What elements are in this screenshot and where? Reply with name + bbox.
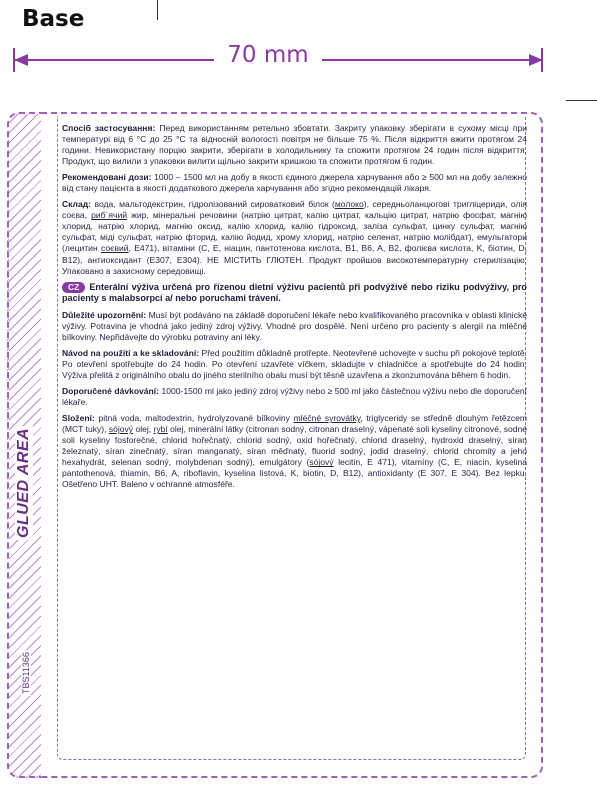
- cz-composition: Složení: pitná voda, maltodextrin, hydrolyzované bílkoviny mléčné syrovátky, triglyceridy se středně dlouhým řetězcem (MCT tuky), sójový olej, rybí olej, minerální látky (citronan sodný, citronan draselný, vápenaté soli kyseliny citronové, sodné soli kyseliny fosforečné, chlorid hořečnatý, chlorid sodný, oxid hořečnatý, chlorid draselný, hydroxid draselný, síran železnatý, síran zinečnatý, síran manganatý, síran měďnatý, fluorid sodný, jodid draselný, chlorid chromitý a jeho hexahydrát, selenan sodný, molybdenan sodný), emulgátory (sójový lecitin, E 471), vitamíny (C, E, niacin, kyselina pantothenová, thiamin, B6, A, riboflavin, kyselina listová, K, biotin, D, B12), antioxidanty (E 307, E 304). Bez lepku. Ošetřeno UHT. Baleno v ochranné atmosféře.: [62, 413, 528, 490]
- base-label: Base: [22, 6, 85, 32]
- dimension-line-left: [14, 59, 214, 61]
- crop-mark-right: [566, 100, 597, 101]
- ua-dose: Рекомендовані дози: 1000 – 1500 мл на добу в якості єдиного джерела харчування або ≥ 500 мл на добу залежно від стану пацієнта в якості додаткового джерела харчування або згідно рекомендацій лікаря.: [62, 172, 527, 194]
- ua-usage: Спосіб застосування: Перед використанням ретельно збовтати. Закриту упаковку зберігати в сухому місці при температурі від 6 °C до 25 °C та відносній вологості повітря не більше 75 %. Після відкриття вжити протягом 24 години. Невикористану порцію закрити, зберігати в холодильнику та спожити протягом 24 годин після відкриття. Продукт, що вилили з упаковки вилити щільно закрити кришкою та спожити протягом 6 годин.: [62, 123, 528, 167]
- dimension-line-right: [322, 59, 543, 61]
- crop-mark-top: [157, 0, 158, 20]
- dimension-tick-right: [541, 48, 543, 72]
- cz-badge: CZ: [62, 282, 85, 293]
- cz-heading: CZ Enterální výživa určená pro řízenou dietní výživu pacientů při podvýživě nebo riziku podvýživy, pro pacienty s malabsorpcí a/ nebo poruchami trávení.: [62, 281, 527, 304]
- glued-area-label: GLUED AREA: [15, 427, 32, 538]
- cz-dose: Doporučené dávkování: 1000-1500 ml jako jediný zdroj výživy nebo ≥ 500 ml jako částečnou výživu nebo dle doporučení lékaře.: [62, 386, 527, 408]
- cz-usage: Návod na použití a ke skladování: Před použitím důkladně protřepte. Neotevřené uchovejte v suchu při pokojové teplotě. Po otevření spotřebujte do 24 hodin. Po otevření uzavřete víčkem, skladujte v chladničce a spotřebujte do 24 hodin. Výživa přelitá z originálního obalu do jiného sterilního obalu musí být těsně uzavřena a zkonzumována během 6 hodin.: [62, 347, 527, 381]
- product-code: TBS11366: [21, 652, 31, 694]
- ua-composition: Склад: вода, мальтодекстрин, гідролізований сироватковий білок (молоко), середньоланцюгові тригліцериди, олія соєва, риб`ячий жир, мінеральні речовини (натрію цитрат, калію цитрат, кальцію цитрат, натрію фосфат, магнію хлорид, натрію хлорид, магнію оксид, калію хлорид, калію гідроксид, заліза сульфат, цинку сульфат, магнію сульфат, міді сульфат, натрію фторид, калію йодид, хрому хлорид, натрію селенат, натрію молібдат), емульгатори (лецитин соєвий, E471), вітаміни (C, E, ніацин, пантотенова кислота, B1, B6, A, B2, фолієва кислота, K, біотин, D, B12), антиоксидант (E307, E304). НЕ МІСТИТЬ ГЛЮТЕН. Продукт пройшов високотемпературну стерилізацію. Упаковано в захисному середовищі.: [62, 199, 528, 276]
- label-text: [62, 123, 527, 496]
- arrow-left-icon: [14, 54, 28, 66]
- dimension-label: 70 mm: [227, 42, 309, 68]
- cz-warning: Důležité upozornění: Musí být podáváno na základě doporučení lékaře nebo kvalifikovaného pracovníka v oblasti klinické výživy. Potravina je vhodná jako jediný zdroj výživy. Vhodné pro dospělé. Není určeno pro pacienty s alergií na mléčné bílkoviny. Nepřidávejte do výrobku potraviny ani léky.: [62, 309, 527, 342]
